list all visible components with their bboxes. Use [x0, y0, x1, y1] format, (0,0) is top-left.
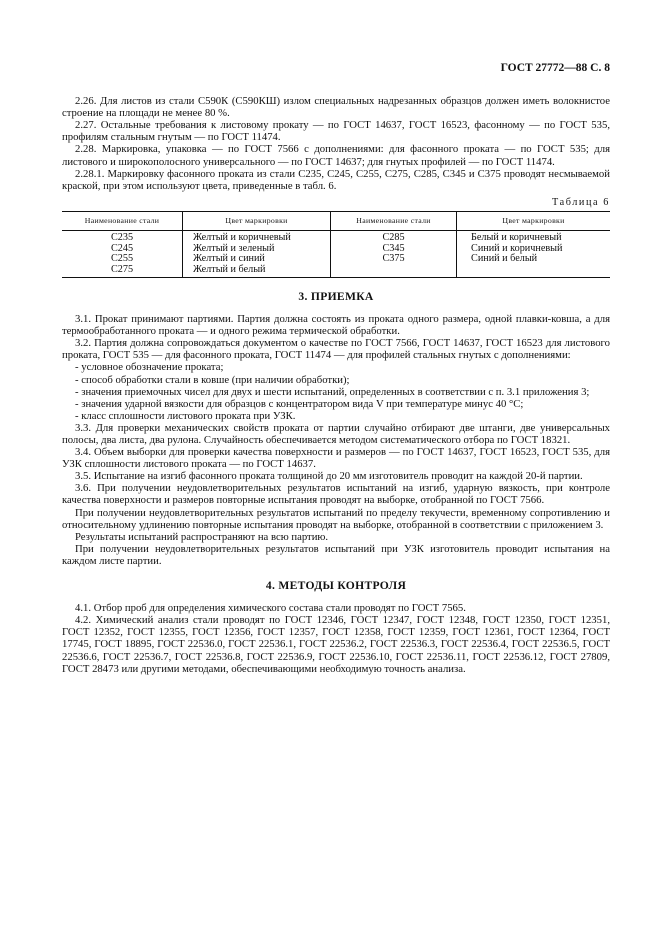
- table-cell: С245: [110, 242, 134, 254]
- paragraph-3-6-yield: При получении неудовлетворительных результатов испытаний по пределу текучести, временному сопротивлению и относительному удлинению повторные испытания проводят на выборке, отобранной в соответствии с приложением 3.: [62, 506, 610, 531]
- table-row: [62, 254, 610, 264]
- section-4-title: 4. МЕТОДЫ КОНТРОЛЯ: [265, 579, 407, 593]
- list-item: - значения ударной вязкости для образцов с концентратором вида V при температуре минус 40 °С;: [75, 397, 524, 410]
- paragraph-2-26: 2.26. Для листов из стали С590К (С590КШ) излом специальных надрезанных образцов должен иметь волокнистое строение на площади не менее 80 %.: [62, 95, 610, 120]
- paragraph-3-5: 3.5. Испытание на изгиб фасонного проката толщиной до 20 мм изготовитель проводит на каждой 20-й партии.: [75, 470, 583, 483]
- paragraph-2-28-1: 2.28.1. Маркировку фасонного проката из стали С235, С245, С255, С275, С285, С345 и С375 проводят несмываемой краской, при этом используют цвета, приведенные в табл. 6.: [62, 167, 610, 192]
- table-cell: С275: [62, 265, 183, 278]
- paragraph-2-27: 2.27. Остальные требования к листовому прокату — по ГОСТ 14637, ГОСТ 16523, фасонному — по ГОСТ 535, профилям стальным гнутым — по ГОСТ 11474.: [62, 119, 610, 144]
- document-page: [62, 62, 610, 675]
- paragraph-3-4: 3.4. Объем выборки для проверки качества поверхности и размеров — по ГОСТ 14637, ГОСТ 16523, ГОСТ 535, для УЗК сплошности листового проката — по ГОСТ 14637.: [62, 446, 610, 471]
- paragraph-3-3: 3.3. Для проверки механических свойств проката от партии случайно отбирают две штанги, две универсальных полосы, два листа, два рулона. Случайность обеспечивается методом систематического отбора по ГОСТ 18321.: [62, 421, 610, 446]
- section-3-title: 3. ПРИЕМКА: [298, 289, 374, 303]
- table-cell: С255: [110, 253, 134, 265]
- table-cell: С375: [331, 254, 457, 264]
- table-caption: Таблица 6: [552, 196, 610, 208]
- table-row: [62, 265, 610, 278]
- paragraph-3-2: 3.2. Партия должна сопровождаться документом о качестве по ГОСТ 7566, ГОСТ 14637, ГОСТ 16523 для листового проката, ГОСТ 535 — для фасонного проката, ГОСТ 11474 — для профилей стальных гнутых с дополнениями:: [62, 337, 610, 362]
- list-item: - значения приемочных чисел для двух и шести испытаний, определенных в соответствии с п. 3.1 приложения 3;: [75, 385, 590, 398]
- paragraph-4-1: 4.1. Отбор проб для определения химического состава стали проводят по ГОСТ 7565.: [75, 602, 466, 615]
- table-row: [62, 231, 610, 244]
- table-cell: [457, 265, 610, 278]
- table-cell: Белый и коричневый: [457, 231, 610, 244]
- column-header: Цвет маркировки: [457, 211, 610, 230]
- table-cell: Синий и коричневый: [457, 244, 610, 254]
- list-item: - условное обозначение проката;: [75, 361, 224, 374]
- paragraph-3-6: 3.6. При получении неудовлетворительных результатов испытаний на изгиб, ударную вязкость, при контроле качества поверхности и размеров повторные испытания проводят на выборке, отобранной по ГОСТ 7566.: [62, 482, 610, 507]
- table-header-row: [62, 211, 610, 230]
- paragraph-3-6-uzk: При получении неудовлетворительных результатов испытаний при УЗК изготовитель проводит испытания на каждом листе партии.: [62, 542, 610, 567]
- table-cell: С285: [331, 231, 457, 244]
- table-cell: Желтый и коричневый: [183, 231, 331, 244]
- column-header: Наименование стали: [62, 211, 183, 230]
- marking-color-table: [62, 211, 610, 278]
- column-header: Цвет маркировки: [183, 211, 331, 230]
- table-cell: Синий и белый: [457, 254, 610, 264]
- table-cell: Желтый и зеленый: [183, 244, 331, 254]
- table-cell: [331, 265, 457, 278]
- paragraph-2-28: 2.28. Маркировка, упаковка — по ГОСТ 7566 с дополнениями: для фасонного проката — по ГОСТ 535; для листового и широкополосного универсального — по ГОСТ 14637; для гнутых профилей — по ГОСТ 11474.: [62, 143, 610, 168]
- paragraph-3-1: 3.1. Прокат принимают партиями. Партия должна состоять из проката одного размера, одной плавки-ковша, а для термообработанного проката — и одного режима термической обработки.: [62, 313, 610, 338]
- table-cell: С345: [331, 244, 457, 254]
- table-cell: С235: [110, 232, 134, 244]
- list-item: - способ обработки стали в ковше (при наличии обработки);: [75, 373, 350, 386]
- paragraph-4-2: 4.2. Химический анализ стали проводят по ГОСТ 12346, ГОСТ 12347, ГОСТ 12348, ГОСТ 12350, ГОСТ 12351, ГОСТ 12352, ГОСТ 12355, ГОСТ 12356, ГОСТ 12357, ГОСТ 12358, ГОСТ 12359, ГОСТ 12361, ГОСТ 12364, ГОСТ 17745, ГОСТ 18895, ГОСТ 22536.0, ГОСТ 22536.1, ГОСТ 22536.2, ГОСТ 22536.3, ГОСТ 22536.4, ГОСТ 22536.5, ГОСТ 22536.6, ГОСТ 22536.7, ГОСТ 22536.8, ГОСТ 22536.9, ГОСТ 22536.10, ГОСТ 22536.11, ГОСТ 22536.12, ГОСТ 27809, ГОСТ 28473 или другими методами, обеспечивающими необходимую точность анализа.: [62, 614, 610, 675]
- table-cell: Желтый и синий: [183, 254, 331, 264]
- column-header: Наименование стали: [331, 211, 457, 230]
- table-cell: Желтый и белый: [183, 265, 331, 278]
- paragraph-3-6-results: Результаты испытаний распространяют на всю партию.: [75, 530, 329, 543]
- page-header: ГОСТ 27772—88 С. 8: [500, 62, 610, 74]
- list-item: - класс сплошности листового проката при УЗК.: [75, 409, 296, 422]
